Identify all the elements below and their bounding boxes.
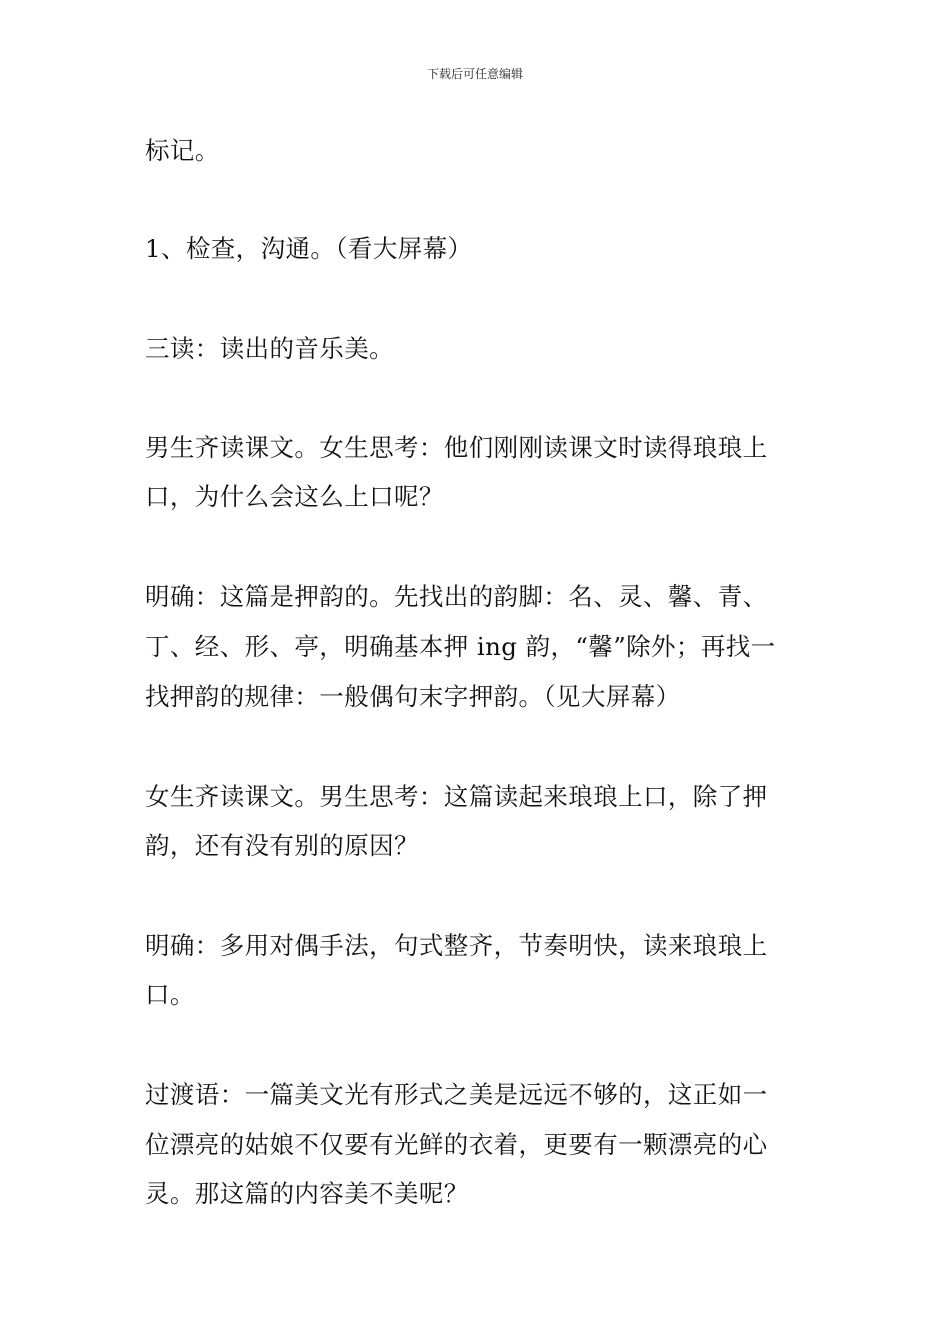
- text-line: 找押韵的规律：一般偶句末字押韵。（见大屏幕）: [145, 682, 681, 711]
- text-line: 明确：这篇是押韵的。先找出的韵脚：名、灵、馨、青、: [145, 582, 768, 611]
- text-line: 1、检查，沟通。（看大屏幕）: [145, 234, 473, 263]
- page-header: 下载后可任意编辑: [426, 67, 523, 81]
- text-line: 男生齐读课文。女生思考：他们刚刚读课文时读得琅琅上: [145, 433, 768, 462]
- text-line: 口。: [145, 980, 195, 1009]
- text-line: 明确：多用对偶手法，句式整齐，节奏明快，读来琅琅上: [145, 931, 768, 960]
- text-line: 女生齐读课文。男生思考：这篇读起来琅琅上口，除了押: [145, 782, 768, 811]
- text-line: 位漂亮的姑娘不仅要有光鲜的衣着，更要有一颗漂亮的心: [145, 1130, 768, 1159]
- text-line: 韵，还有没有别的原因？: [145, 831, 419, 860]
- text-line: 过渡语：一篇美文光有形式之美是远远不够的，这正如一: [145, 1080, 768, 1109]
- text-line: 三读：读出的音乐美。: [145, 334, 394, 363]
- text-line: 丁、经、形、亭，明确基本押 ing 韵，“馨”除外；再找一: [145, 632, 776, 661]
- text-line: 口，为什么会这么上口呢？: [145, 482, 444, 511]
- text-line: 标记。: [145, 136, 220, 165]
- text-line: 灵。那这篇的内容美不美呢？: [145, 1179, 469, 1208]
